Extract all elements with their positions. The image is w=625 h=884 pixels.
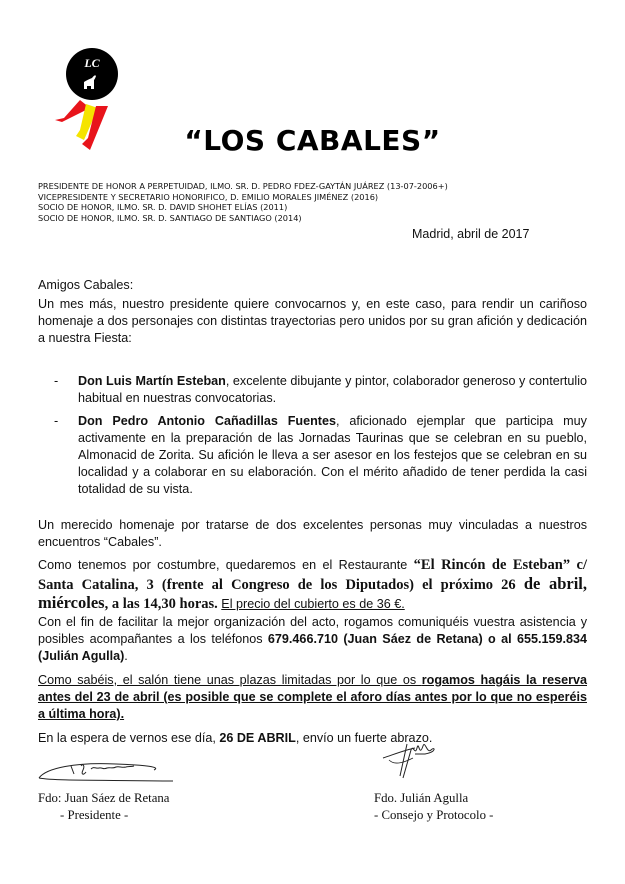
place-date: Madrid, abril de 2017 [412, 227, 530, 241]
tribute-paragraph: Un merecido homenaje por tratarse de dos excelentes personas muy vinculadas a nuestros encuentros “Cabales”. [38, 518, 587, 549]
closing-end: , envío un fuerte abrazo. [295, 731, 433, 745]
signature-julian [375, 736, 445, 786]
signature-block-protocol [374, 790, 493, 824]
rsvp-paragraph [38, 614, 587, 665]
honor-line: VICEPRESIDENTE Y SECRETARIO HONORIFICO, D. EMILIO MORALES JIMÉNEZ (2016) [38, 191, 379, 202]
booking-deadline: rogamos hagáis la reserva antes del 23 de abril (es posible que se complete el aforo días antes por lo que no esperéis a última hora). [38, 673, 587, 721]
greeting: Amigos Cabales: [38, 278, 134, 292]
list-dash: - [54, 374, 59, 388]
signer-name: Fdo. Julián Agulla [374, 791, 469, 805]
honor-line: SOCIO DE HONOR, ILMO. SR. D. DAVID SHOHET ELÍAS (2011) [38, 202, 288, 213]
list-dash: - [54, 414, 59, 428]
intro-paragraph: Un mes más, nuestro presidente quiere convocarnos y, en este caso, para rendir un cariñoso homenaje a dos personajes con distintas trayectorias pero unidos por su gran afición y dedicación a nuestra Fiesta: [38, 297, 587, 345]
honoree-description: , excelente dibujante y pintor, colaborador generoso y contertulio habitual en nuestras convocatorias. [78, 374, 587, 405]
list-item [54, 413, 587, 498]
page-title: “LOS CABALES” [184, 124, 441, 157]
rsvp-lead: Con el fin de facilitar la mejor organización del acto, rogamos comuniquéis vuestra asistencia y posibles acompañantes a los teléfonos [38, 615, 587, 646]
venue-address: “El Rincón de Esteban” c/ Santa Catalina, 3 (frente al Congreso de los Diputados) el próximo 26 [38, 557, 588, 593]
venue-lead: Como tenemos por costumbre, quedaremos en el Restaurante [38, 558, 414, 572]
venue-price: El precio del cubierto es de 36 €. [221, 597, 405, 611]
closing-paragraph [38, 730, 587, 747]
signer-role: - Presidente - [60, 808, 129, 822]
venue-paragraph [38, 557, 587, 614]
rsvp-end: . [124, 649, 128, 663]
logo-initials: LC [84, 56, 100, 70]
honoree-name: Don Luis Martín Esteban [78, 374, 226, 388]
honor-line: SOCIO DE HONOR, ILMO. SR. D. SANTIAGO DE SANTIAGO (2014) [38, 212, 302, 223]
list-item [54, 373, 587, 407]
signature-block-president [38, 790, 170, 824]
rsvp-phones: 679.466.710 (Juan Sáez de Retana) o al 655.159.834 (Julián Agulla) [38, 632, 587, 663]
honoree-name: Don Pedro Antonio Cañadillas Fuentes [78, 414, 337, 428]
venue-date: de abril, miércoles [38, 573, 587, 612]
honorees-list [54, 373, 587, 504]
venue-time: , a las 14,30 horas. [104, 596, 218, 612]
signer-name: Fdo: Juan Sáez de Retana [38, 791, 170, 805]
booking-lead: Como sabéis, el salón tiene unas plazas limitadas por lo que os [38, 673, 422, 687]
closing-lead: En la espera de vernos ese día, [38, 731, 220, 745]
signature-juan [36, 756, 176, 786]
honor-line: PRESIDENTE DE HONOR A PERPETUIDAD, ILMO. SR. D. PEDRO FDEZ-GAYTÁN JUÁREZ (13-07-2006+) [38, 181, 448, 191]
closing-date: 26 DE ABRIL [219, 731, 296, 745]
honoree-description: , aficionado ejemplar que participa muy activamente en la preparación de las Jornadas Taurinas que se celebran en su pueblo, Almonacid de Zorita. Su afición le lleva a ser asesor en los festejos que se celebran en su localidad y a colaborar en su elaboración. Con el mérito añadido de tener perdida la casi totalidad de su vista. [78, 414, 587, 496]
booking-paragraph [38, 672, 587, 723]
honors-list [38, 181, 448, 223]
signer-role: - Consejo y Protocolo - [374, 808, 494, 822]
